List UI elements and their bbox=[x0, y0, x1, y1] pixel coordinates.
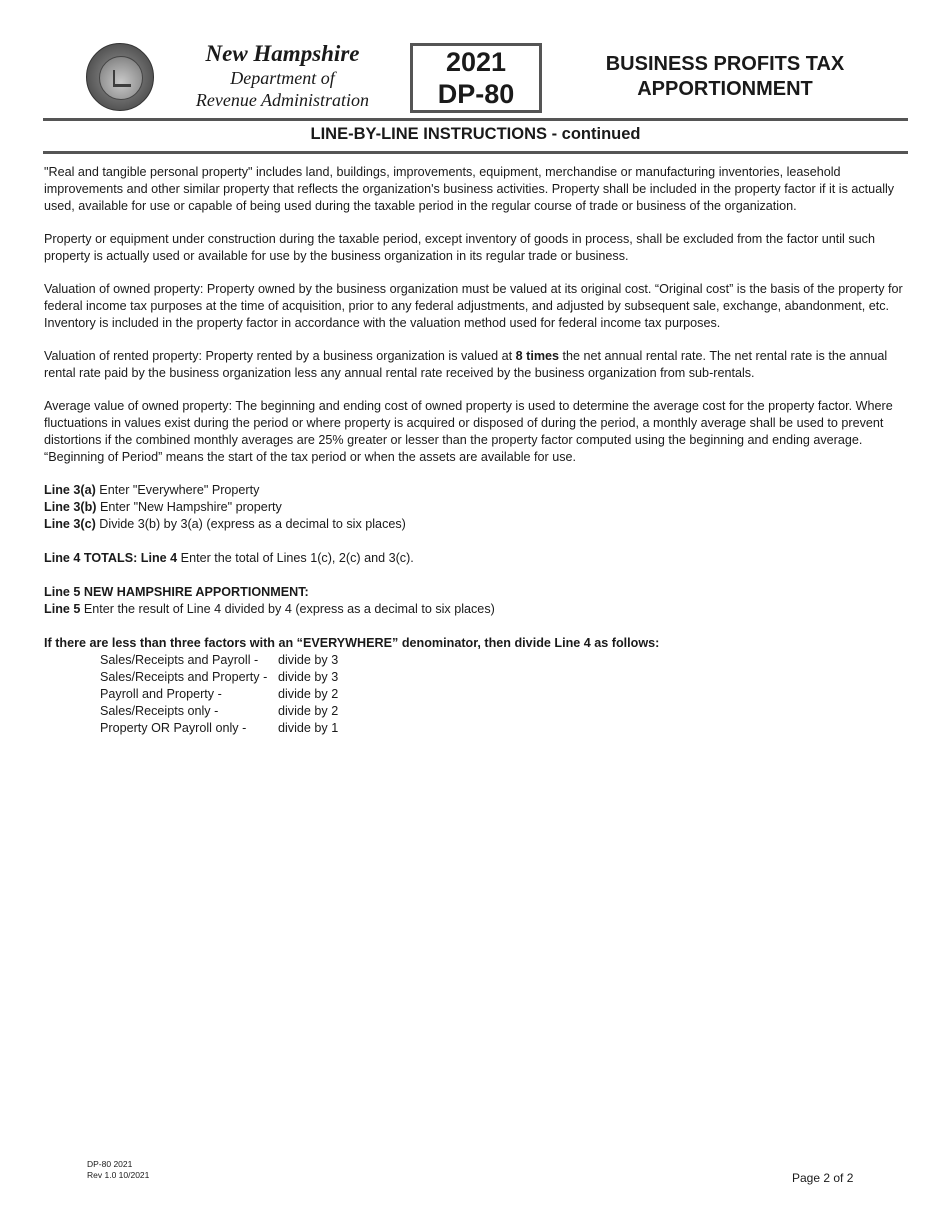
line-4-instructions bbox=[44, 550, 910, 567]
line-5-heading: Line 5 NEW HAMPSHIRE APPORTIONMENT: bbox=[44, 585, 309, 599]
state-name: New Hampshire bbox=[205, 41, 360, 66]
line-4-label: Line 4 TOTALS: Line 4 bbox=[44, 551, 178, 565]
factor-label: Sales/Receipts only - bbox=[100, 704, 219, 718]
paragraph-owned-valuation: Valuation of owned property: Property owned by the business organization must be valued at its original cost. “Original cost” is the basis of the property for federal income tax purposes at the time of acquisition, prior to any federal adjustments, and adjusted by subsequent sale, exchange, abandonment, etc. Inventory is included in the property factor in accordance with the valuation method used for federal income tax purposes. bbox=[44, 282, 903, 330]
paragraph-real-property: "Real and tangible personal property" includes land, buildings, improvements, equipment, merchandise or manufacturing inventories, leasehold improvements and other similar property that reflects the organization's business activities. Property shall be included in the property factor if it is actually used, available for use or capable of being used during the taxable period in the regular course of trade or business of the organization. bbox=[44, 165, 895, 213]
line-5 bbox=[44, 601, 910, 618]
line-3b bbox=[44, 499, 910, 516]
factor-heading: If there are less than three factors with an “EVERYWHERE” denominator, then divide Line 4 as follows: bbox=[44, 636, 660, 650]
department-line-2: Revenue Administration bbox=[195, 90, 370, 110]
factor-row bbox=[100, 703, 910, 720]
seal-ship-icon bbox=[113, 70, 131, 87]
page-number: Page 2 of 2 bbox=[792, 1171, 854, 1185]
factor-label: Sales/Receipts and Property - bbox=[100, 670, 268, 684]
line-3a-text: Enter "Everywhere" Property bbox=[95, 483, 260, 497]
line-5-text: Enter the result of Line 4 divided by 4 (express as a decimal to six places) bbox=[80, 602, 495, 616]
factor-divisor: divide by 3 bbox=[278, 670, 339, 684]
line-3c-text: Divide 3(b) by 3(a) (express as a decimal to six places) bbox=[95, 517, 406, 531]
agency-block bbox=[170, 40, 395, 111]
footer-revision: Rev 1.0 10/2021 bbox=[87, 1170, 150, 1180]
factor-label: Sales/Receipts and Payroll - bbox=[100, 653, 259, 667]
factor-row bbox=[100, 669, 910, 686]
paragraph-under-construction: Property or equipment under construction during the taxable period, except inventory of goods in process, shall be excluded from the factor until such property is actually used or available for use by the business organization in its regular trade or business. bbox=[44, 232, 875, 263]
factor-divisor: divide by 2 bbox=[278, 687, 339, 701]
factor-divisor-table bbox=[44, 635, 910, 737]
department-line-1: Department of bbox=[230, 68, 335, 88]
factor-divisor: divide by 3 bbox=[278, 653, 339, 667]
header-divider-bottom bbox=[43, 151, 908, 154]
factor-divisor: divide by 2 bbox=[278, 704, 339, 718]
paragraph-average-value: Average value of owned property: The beginning and ending cost of owned property is used to determine the average cost for the property factor. Where fluctuations in values exist during the period or where property is acquired or disposed of during the period, a monthly average shall be used to prevent distortions if the combined monthly averages are 25% greater or lesser than the property factor computed using the beginning and ending average. “Beginning of Period” means the start of the tax period or when the assets are available for use. bbox=[44, 399, 893, 464]
line-3b-text: Enter "New Hampshire" property bbox=[96, 500, 282, 514]
rented-multiplier: 8 times bbox=[515, 349, 560, 363]
paragraph-rented-valuation bbox=[44, 348, 910, 382]
line-3c bbox=[44, 516, 910, 533]
rented-text-2: the net annual rental rate. The net rental rate is the annual rental rate paid by the business organization less any annual rental rate received by the business organization from sub-rentals. bbox=[44, 349, 888, 380]
state-seal-icon bbox=[86, 43, 154, 111]
form-title bbox=[575, 52, 875, 102]
footer-form-id: DP-80 2021 bbox=[87, 1159, 133, 1169]
factor-row bbox=[100, 686, 910, 703]
line-5-instructions bbox=[44, 584, 910, 618]
line-3a bbox=[44, 482, 910, 499]
line-4-text: Enter the total of Lines 1(c), 2(c) and 3(c). bbox=[177, 551, 414, 565]
form-id-box bbox=[410, 43, 542, 113]
line-5-label: Line 5 bbox=[44, 602, 81, 616]
factor-divisor: divide by 1 bbox=[278, 721, 339, 735]
form-year: 2021 bbox=[445, 47, 507, 77]
section-title: LINE-BY-LINE INSTRUCTIONS - continued bbox=[310, 125, 641, 143]
factor-row bbox=[100, 652, 910, 669]
line-3b-label: Line 3(b) bbox=[44, 500, 97, 514]
factor-label: Payroll and Property - bbox=[100, 687, 222, 701]
factor-label: Property OR Payroll only - bbox=[100, 721, 247, 735]
instructions-body bbox=[44, 164, 910, 737]
footer-form-info bbox=[87, 1159, 149, 1181]
line-3c-label: Line 3(c) bbox=[44, 517, 96, 531]
form-code: DP-80 bbox=[437, 79, 515, 109]
line-4 bbox=[44, 550, 910, 567]
line-3-instructions bbox=[44, 482, 910, 533]
factor-row bbox=[100, 720, 910, 737]
line-3a-label: Line 3(a) bbox=[44, 483, 96, 497]
form-title-line-2: APPORTIONMENT bbox=[637, 78, 813, 100]
form-title-line-1: BUSINESS PROFITS TAX bbox=[605, 53, 845, 75]
header-divider-top bbox=[43, 118, 908, 121]
seal-center bbox=[99, 56, 143, 100]
rented-text-1: Valuation of rented property: Property rented by a business organization is valued at bbox=[44, 349, 516, 363]
